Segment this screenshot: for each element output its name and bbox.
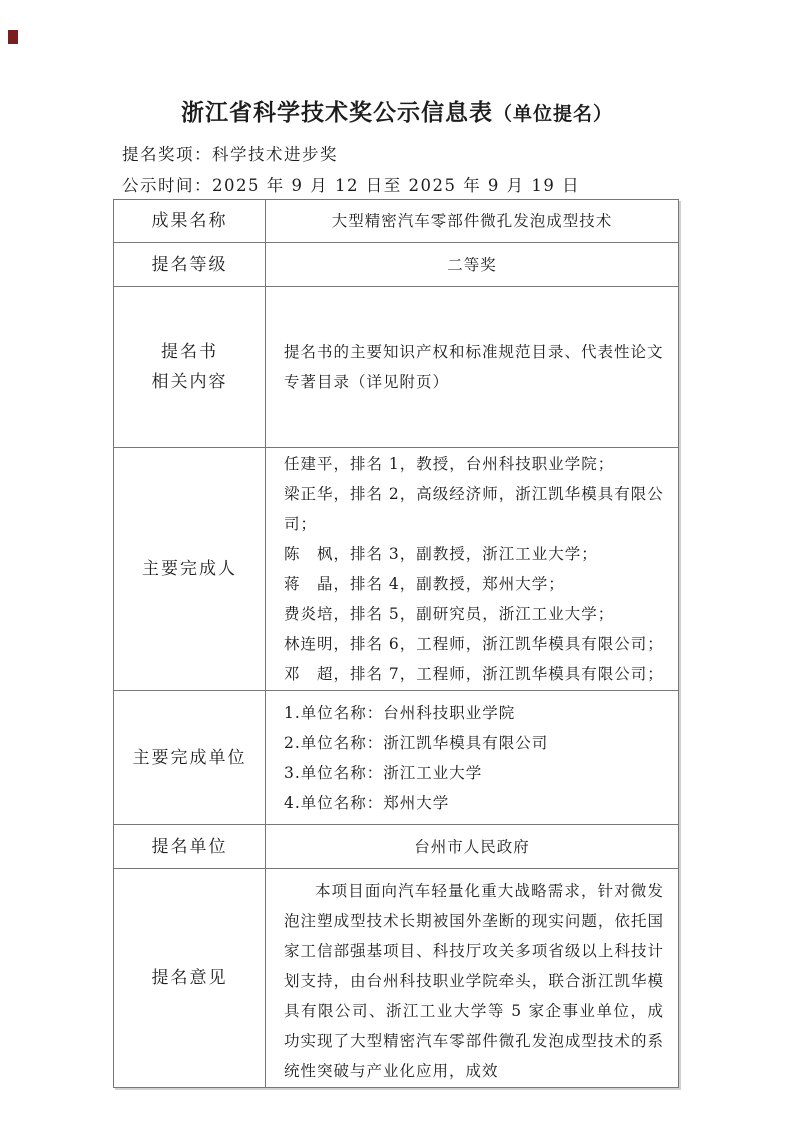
achievement-label: 成果名称 xyxy=(114,200,266,243)
opinion-value xyxy=(266,869,679,1088)
completer-line: 蒋 晶，排名 4，副教授，郑州大学； xyxy=(284,575,565,593)
grade-label: 提名等级 xyxy=(114,243,266,287)
nominating-unit-value: 台州市人民政府 xyxy=(266,825,679,869)
completing-unit-line: 4.单位名称：郑州大学 xyxy=(284,793,450,812)
row-completers xyxy=(114,448,679,691)
nomination-book-label-line2: 相关内容 xyxy=(151,372,228,392)
row-grade xyxy=(114,243,679,287)
page-title-suffix: （单位提名） xyxy=(492,103,613,125)
info-table xyxy=(113,199,679,1088)
completer-line: 邓 超，排名 7，工程师，浙江凯华模具有限公司； xyxy=(284,665,664,683)
opinion-label: 提名意见 xyxy=(114,869,266,1088)
opinion-paragraph: 本项目面向汽车轻量化重大战略需求，针对微发泡注塑成型技术长期被国外垄断的现实问题，依托国家工信部强基项目、科技厅攻关多项省级以上科技计划支持，由台州科技职业学院牵头，联合浙江凯华模具有限公司、浙江工业大学等 5 家企事业单位，成功实现了大型精密汽车零部件微孔发泡成型技术的系统性突破与产业化应用，成效 xyxy=(284,882,664,1080)
completers-label: 主要完成人 xyxy=(114,448,266,691)
completers-value xyxy=(266,448,679,691)
completer-line: 陈 枫，排名 3，副教授，浙江工业大学； xyxy=(284,545,598,563)
completer-line: 任建平，排名 1，教授，台州科技职业学院； xyxy=(284,455,615,473)
nomination-book-label-line1: 提名书 xyxy=(161,342,218,362)
row-completing-units xyxy=(114,691,679,825)
publicity-period-line: 公示时间：2025 年 9 月 12 日至 2025 年 9 月 19 日 xyxy=(122,176,581,195)
page-title-main: 浙江省科学技术奖公示信息表 xyxy=(180,100,493,126)
completing-units-value xyxy=(266,691,679,825)
page-title xyxy=(0,94,794,127)
page-corner-mark xyxy=(8,30,18,44)
achievement-value: 大型精密汽车零部件微孔发泡成型技术 xyxy=(266,200,679,243)
completer-line: 林连明，排名 6，工程师，浙江凯华模具有限公司； xyxy=(284,635,664,653)
completer-line: 费炎培，排名 5，副研究员，浙江工业大学； xyxy=(284,605,615,623)
award-category-line: 提名奖项：科学技术进步奖 xyxy=(122,145,338,164)
nomination-book-label xyxy=(114,287,266,448)
row-opinion xyxy=(114,869,679,1088)
row-achievement xyxy=(114,200,679,243)
completer-line: 梁正华，排名 2，高级经济师，浙江凯华模具有限公司； xyxy=(284,485,664,533)
grade-value: 二等奖 xyxy=(266,243,679,287)
row-nomination-book xyxy=(114,287,679,448)
completing-unit-line: 1.单位名称：台州科技职业学院 xyxy=(284,703,516,722)
nomination-book-value: 提名书的主要知识产权和标准规范目录、代表性论文专著目录（详见附页） xyxy=(266,287,679,448)
completing-unit-line: 2.单位名称：浙江凯华模具有限公司 xyxy=(284,733,549,752)
nominating-unit-label: 提名单位 xyxy=(114,825,266,869)
completing-unit-line: 3.单位名称：浙江工业大学 xyxy=(284,763,483,782)
completing-units-label: 主要完成单位 xyxy=(114,691,266,825)
row-nominating-unit xyxy=(114,825,679,869)
